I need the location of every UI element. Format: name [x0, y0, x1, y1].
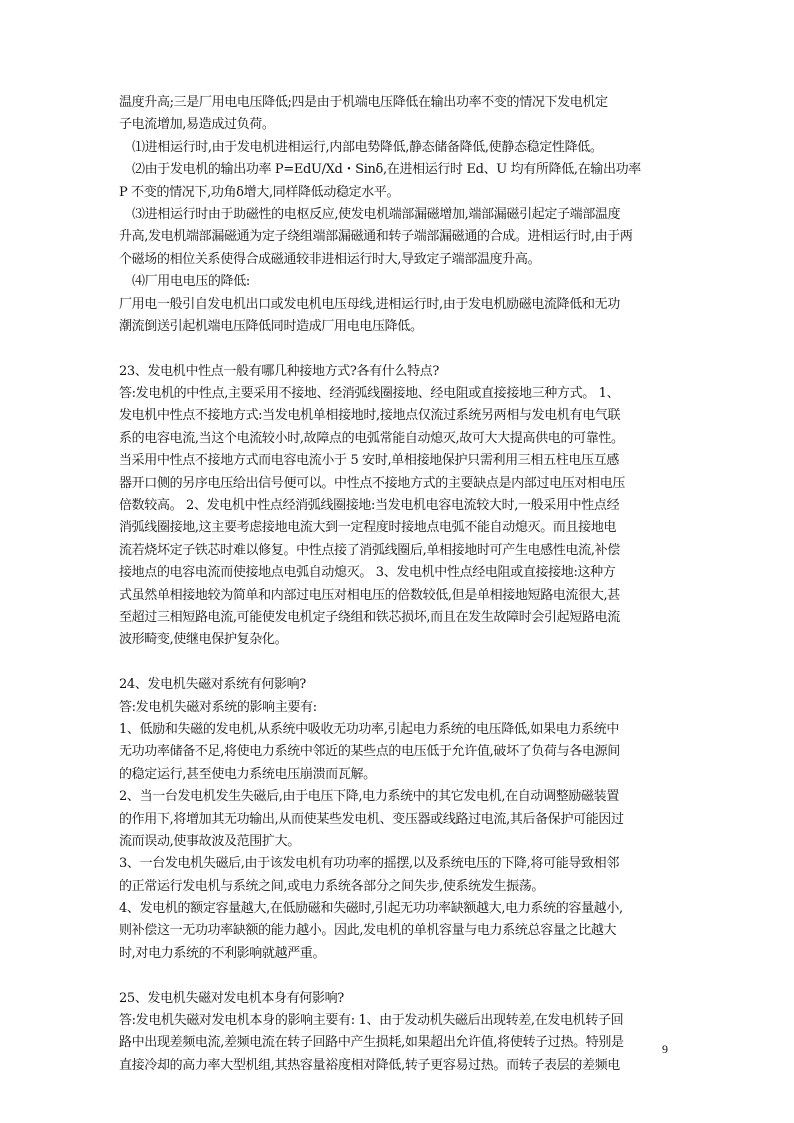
page-number: 9: [662, 1042, 668, 1056]
text-line: 直接冷却的高力率大型机组,其热容量裕度相对降低,转子更容易过热。而转子表层的差频电: [119, 1057, 620, 1073]
paragraph-gap: [119, 652, 676, 674]
text-line: 温度升高;三是厂用电电压降低;四是由于机端电压降低在输出功率不变的情况下发电机定: [119, 95, 608, 110]
text-line: 23、发电机中性点一般有哪几种接地方式?各有什么特点?: [119, 363, 440, 379]
text-line: 则补偿这一无功功率缺额的能力越小。因此,发电机的单机容量与电力系统总容量之比越大: [119, 923, 617, 939]
text-line: 的作用下,将增加其无功输出,从而使某些发电机、变压器或线路过电流,其后备保护可能因过: [119, 811, 624, 827]
text-line: 1、低励和失磁的发电机,从系统中吸收无功功率,引起电力系统的电压降低,如果电力系统中: [119, 721, 619, 737]
text-line: 流而误动,使事故波及范围扩大。: [119, 833, 300, 849]
text-line: 倍数较高。 2、发电机中性点经消弧线圈接地:当发电机电容电流较大时,一般采用中性点经: [119, 498, 620, 514]
text-line: 的稳定运行,甚至使电力系统电压崩溃而瓦解。: [119, 766, 376, 782]
text-line: P 不变的情况下,功角δ增大,同样降低动稳定水平。: [119, 184, 400, 200]
text-line: ⑴进相运行时,由于发电机进相运行,内部电势降低,静态储备降低,使静态稳定性降低。: [132, 139, 603, 155]
text-line: 答:发电机失磁对系统的影响主要有:: [119, 699, 317, 715]
text-line: 当采用中性点不接地方式而电容电流小于 5 安时,单相接地保护只需利用三相五柱电压互感: [119, 453, 619, 469]
text-line: 24、发电机失磁对系统有何影响?: [119, 677, 306, 693]
text-line: ⑶进相运行时由于助磁性的电枢反应,使发电机端部漏磁增加,端部漏磁引起定子端部温度: [132, 206, 621, 222]
text-line: 升高,发电机端部漏磁通为定子绕组端部漏磁通和转子端部漏磁通的合成。进相运行时,由于两: [119, 229, 633, 245]
text-line: 至超过三相短路电流,可能使发电机定子绕组和铁芯损坏,而且在发生故障时会引起短路电流: [119, 609, 620, 625]
text-line: 消弧线圈接地,这主要考虑接地电流大到一定程度时接地点电弧不能自动熄灭。而且接地电: [119, 520, 617, 536]
text-line: 路中出现差频电流,差频电流在转子回路中产生损耗,如果超出允许值,将使转子过热。特别是: [119, 1035, 624, 1051]
text-line: 无功功率储备不足,将使电力系统中邻近的某些点的电压低于允许值,破坏了负荷与各电源间: [119, 744, 620, 760]
text-line: 发电机中性点不接地方式:当发电机单相接地时,接地点仅流过系统另两相与发电机有电气联: [119, 408, 621, 424]
text-line: 的正常运行发电机与系统之间,或电力系统各部分之间失步,使系统发生振荡。: [119, 878, 545, 894]
text-line: 潮流倒送引起机端电压降低同时造成厂用电电压降低。: [119, 318, 423, 334]
text-line: 时,对电力系统的不利影响就越严重。: [119, 945, 326, 961]
text-line: 波形畸变,使继电保护复杂化。: [119, 632, 288, 648]
text-line: 答:发电机的中性点,主要采用不接地、经消弧线圈接地、经电阻或直接接地三种方式。 1、: [119, 386, 620, 402]
text-line: 式虽然单相接地较为简单和内部过电压对相电压的倍数较低,但是单相接地短路电流很大,甚: [119, 587, 620, 603]
text-line: 接地点的电容电流而使接地点电弧自动熄灭。 3、发电机中性点经电阻或直接接地:这种方: [119, 565, 616, 581]
text-line: 2、当一台发电机发生失磁后,由于电压下降,电力系统中的其它发电机,在自动调整励磁装置: [119, 789, 619, 805]
document-body: [119, 92, 676, 1077]
text-line: 3、一台发电机失磁后,由于该发电机有功功率的摇摆,以及系统电压的下降,将可能导致相邻: [119, 856, 619, 872]
text-line: 厂用电一般引自发电机出口或发电机电压母线,进相运行时,由于发电机励磁电流降低和无功: [119, 296, 620, 312]
text-line: 子电流增加,易造成过负荷。: [119, 117, 275, 133]
text-line: 器开口侧的另序电压给出信号便可以。中性点不接地方式的主要缺点是内部过电压对相电压: [119, 475, 626, 491]
paragraph-gap: [119, 338, 676, 360]
text-line: 答:发电机失磁对发电机本身的影响主要有: 1、由于发动机失磁后出现转差,在发电机转子回: [119, 1013, 624, 1029]
text-line: 25、发电机失磁对发电机本身有何影响?: [119, 990, 344, 1006]
text-line: 系的电容电流,当这个电流较小时,故障点的电弧常能自动熄灭,故可大大提高供电的可靠性。: [119, 430, 624, 446]
text-line: 流若烧坏定子铁芯时难以修复。中性点接了消弧线圈后,单相接地时可产生电感性电流,补偿: [119, 542, 620, 558]
text-line: 4、发电机的额定容量越大,在低励磁和失磁时,引起无功功率缺额越大,电力系统的容量越小,: [119, 901, 623, 917]
text-line: 个磁场的相位关系使得合成磁通较非进相运行时大,导致定子端部温度升高。: [119, 251, 541, 267]
text-line: ⑷厂用电电压的降低:: [132, 274, 250, 290]
text-line: ⑵由于发电机的输出功率 P=EdU/Xd・Sinδ,在进相运行时 Ed、U 均有所降低,在输出功率: [132, 162, 641, 178]
paragraph-gap: [119, 965, 676, 987]
